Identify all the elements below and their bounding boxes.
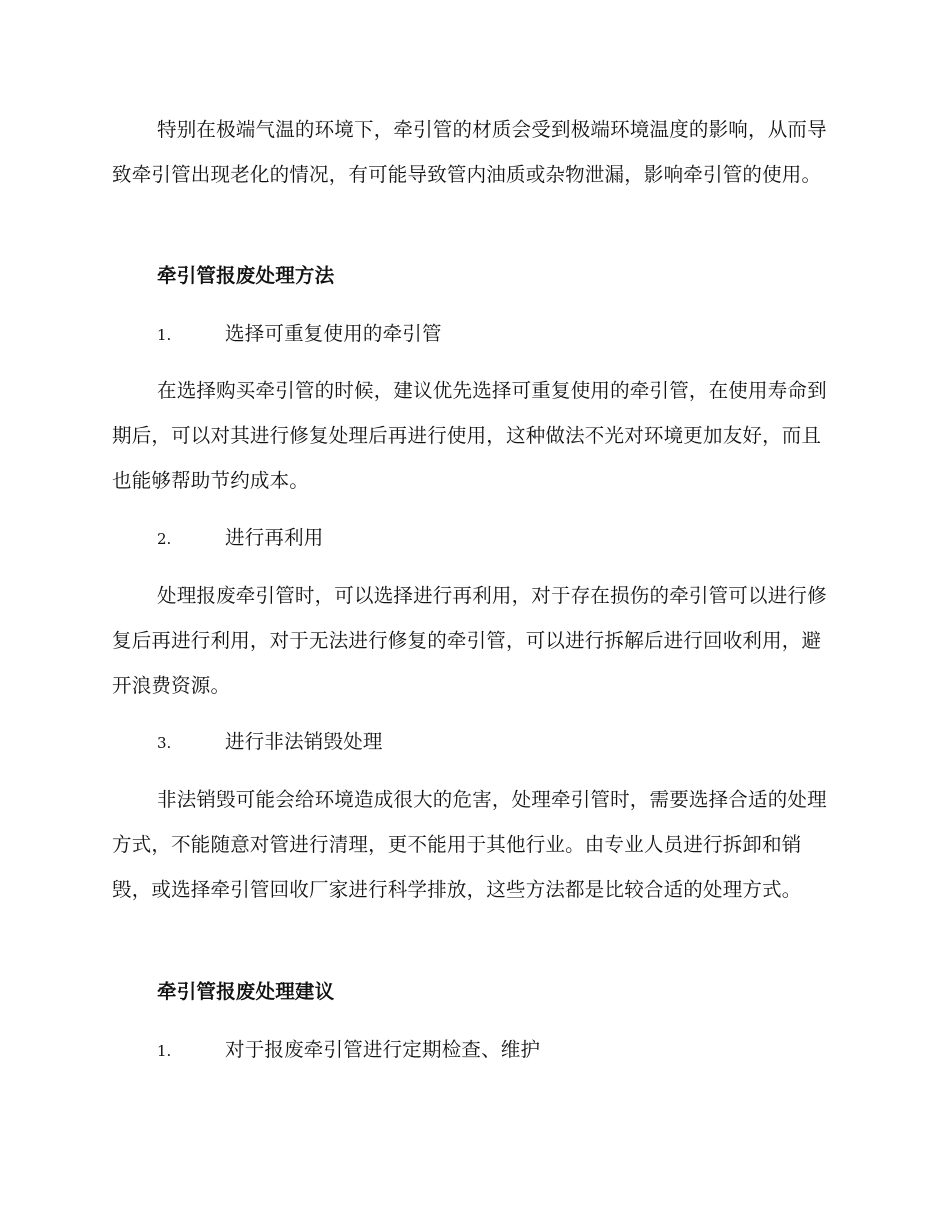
list-item-3 [157,727,383,758]
body-paragraph-reusable: 在选择购买牵引管的时候，建议优先选择可重复使用的牵引管，在使用寿命到期后，可以对其进行修复处理后再进行使用，这种做法不光对环境更加友好，而且也能够帮助节约成本。 [112,379,827,492]
intro-paragraph: 特别在极端气温的环境下，牵引管的材质会受到极端环境温度的影响，从而导致牵引管出现老化的情况，有可能导致管内油质或杂物泄漏，影响牵引管的使用。 [112,118,827,186]
list-item-title: 对于报废牵引管进行定期检查、维护 [225,1038,541,1061]
list-item-2 [157,523,324,554]
body-paragraph-destruction: 非法销毁可能会给环境造成很大的危害，处理牵引管时，需要选择合适的处理方式，不能随意对管进行清理，更不能用于其他行业。由专业人员进行拆卸和销毁，或选择牵引管回收厂家进行科学排放，这些方法都是比较合适的处理方式。 [112,788,827,901]
list-number: 1. [157,1042,172,1060]
list-item-title: 选择可重复使用的牵引管 [225,322,442,345]
list-item-title: 进行再利用 [225,526,324,549]
list-number: 3. [157,734,172,752]
list-item-advice-1 [157,1035,540,1066]
section-heading-disposal-advice: 牵引管报废处理建议 [157,980,335,1003]
list-number: 2. [157,530,172,548]
section-heading-disposal-methods: 牵引管报废处理方法 [157,264,335,287]
body-paragraph-reuse: 处理报废牵引管时，可以选择进行再利用，对于存在损伤的牵引管可以进行修复后再进行利用，对于无法进行修复的牵引管，可以进行拆解后进行回收利用，避开浪费资源。 [112,584,827,697]
list-number: 1. [157,326,172,344]
list-item-title: 进行非法销毁处理 [225,730,383,753]
list-item-1 [157,319,442,350]
